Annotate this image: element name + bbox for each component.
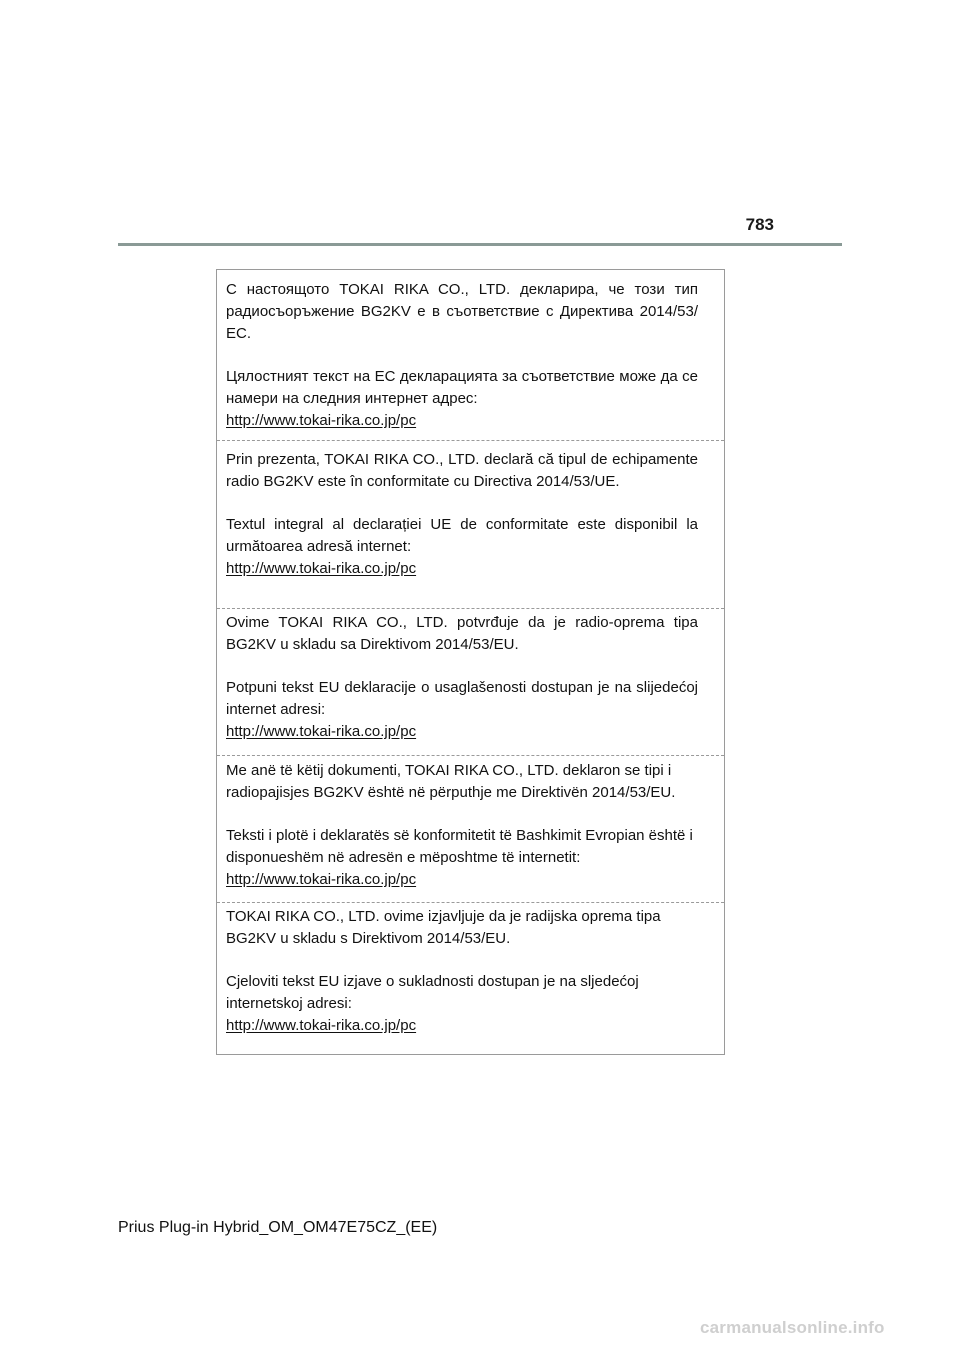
declaration-statement: TOKAI RIKA CO., LTD. ovime izjavljuje da je radijska oprema tipa BG2KV u skladu s Direktivom 2014/53/EU.	[226, 908, 661, 947]
watermark: carmanualsonline.info	[700, 1318, 885, 1337]
declaration-url-link[interactable]: http://www.tokai-rika.co.jp/pc	[226, 1017, 417, 1034]
declaration-block-bulgarian	[217, 279, 724, 432]
footer-manual-id: Prius Plug-in Hybrid_OM_OM47E75CZ_(EE)	[118, 1219, 438, 1236]
declaration-block-romanian	[217, 440, 724, 580]
declarations-table	[216, 269, 725, 1055]
declaration-url-link[interactable]: http://www.tokai-rika.co.jp/pc	[226, 723, 417, 740]
declaration-block-bosnian	[217, 608, 724, 743]
declaration-statement: Me anë të këtij dokumenti, TOKAI RIKA CO., LTD. deklaron se tipi i radiopajisjes BG2KV është në përputhje me Direktivën 2014/53/EU.	[226, 762, 676, 801]
declaration-statement: С настоящото TOKAI RIKA CO., LTD. декларира, че този тип радиосъоръжение BG2KV е в съответствие с Директива 2014/53/ЕС.	[226, 281, 698, 342]
declaration-block-croatian	[217, 902, 724, 1037]
declaration-availability: Цялостният текст на ЕС декларацията за съответствие може да се намери на следния интернет адрес:	[226, 368, 698, 407]
declaration-availability: Cjeloviti tekst EU izjave o sukladnosti dostupan je na sljedećoj internetskoj adresi:	[226, 973, 639, 1012]
header-rule	[118, 243, 842, 246]
declaration-availability: Textul integral al declarației UE de conformitate este disponibil la următoarea adresă internet:	[226, 516, 698, 555]
declaration-availability: Teksti i plotë i deklaratës së konformitetit të Bashkimit Evropian është i disponueshëm në adresën e mëposhtme të internetit:	[226, 827, 693, 866]
page-number: 783	[745, 215, 774, 234]
declaration-availability: Potpuni tekst EU deklaracije o usaglašenosti dostupan je na slijedećoj internet adresi:	[226, 679, 698, 718]
declaration-block-albanian	[217, 755, 724, 891]
declaration-statement: Prin prezenta, TOKAI RIKA CO., LTD. declară că tipul de echipamente radio BG2KV este în conformitate cu Directiva 2014/53/UE.	[226, 451, 698, 490]
declaration-url-link[interactable]: http://www.tokai-rika.co.jp/pc	[226, 871, 417, 888]
declaration-statement: Ovime TOKAI RIKA CO., LTD. potvrđuje da je radio-oprema tipa BG2KV u skladu sa Direktivom 2014/53/EU.	[226, 614, 698, 653]
declaration-url-link[interactable]: http://www.tokai-rika.co.jp/pc	[226, 560, 417, 577]
declaration-url-link[interactable]: http://www.tokai-rika.co.jp/pc	[226, 412, 417, 429]
